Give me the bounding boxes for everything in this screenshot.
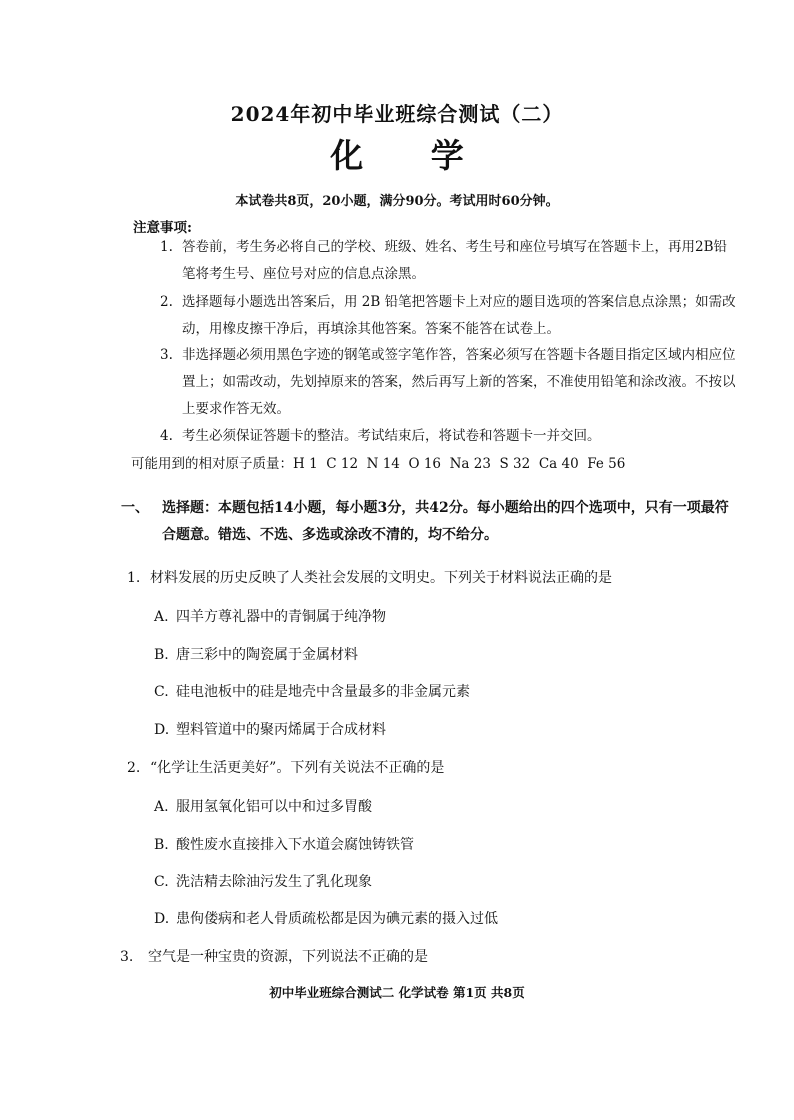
atomic-masses: 可能用到的相对原子质量：H 1 C 12 N 14 O 16 Na 23 S 32 Ca 40 Fe 56 [131, 456, 626, 472]
note-number: 3. [160, 347, 173, 363]
option-d [154, 719, 386, 739]
section-heading [121, 495, 741, 549]
option-letter: C. [154, 874, 169, 890]
question-stem: “化学让生活更美好”。下列有关说法不正确的是 [150, 760, 445, 776]
note-text: 非选择题必须用黑色字迹的钢笔或签字笔作答，答案必须写在答题卡各题目指定区域内相应位置上；如需改动，先划掉原来的答案，然后再写上新的答案，不准使用铅笔和涂改液。不按以上要求作答无效。 [182, 347, 736, 417]
page-footer: 初中毕业班综合测试二 化学试卷 第1页 共8页 [269, 985, 525, 1000]
question-number: 1. [127, 570, 141, 586]
option-text: 洗洁精去除油污发生了乳化现象 [176, 874, 372, 890]
subject-title: 化 学 [330, 136, 492, 175]
note-number: 4. [160, 428, 173, 444]
option-text: 服用氢氧化铝可以中和过多胃酸 [176, 799, 372, 815]
note-item [160, 342, 740, 423]
option-c [154, 681, 470, 701]
question-2 [127, 757, 444, 777]
option-c [154, 871, 372, 891]
exam-title: 2024年初中毕业班综合测试（二） [230, 102, 564, 126]
option-b [154, 644, 358, 664]
option-letter: C. [154, 684, 169, 700]
question-stem: 材料发展的历史反映了人类社会发展的文明史。下列关于材料说法正确的是 [150, 570, 612, 586]
option-text: 酸性废水直接排入下水道会腐蚀铸铁管 [176, 837, 414, 853]
option-letter: D. [154, 722, 170, 738]
note-item [160, 423, 740, 450]
option-b [154, 834, 414, 854]
option-text: 四羊方尊礼器中的青铜属于纯净物 [176, 609, 386, 625]
note-text: 选择题每小题选出答案后，用 2B 铅笔把答题卡上对应的题目选项的答案信息点涂黑；如需改动，用橡皮擦干净后，再填涂其他答案。答案不能答在试卷上。 [182, 294, 736, 337]
option-a [154, 606, 386, 626]
option-text: 硅电池板中的硅是地壳中含量最多的非金属元素 [176, 684, 470, 700]
question-number: 3. [120, 949, 134, 965]
option-letter: A. [154, 799, 169, 815]
question-3 [120, 946, 428, 966]
note-item [160, 234, 740, 288]
note-text: 考生必须保证答题卡的整洁。考试结束后，将试卷和答题卡一并交回。 [182, 428, 601, 444]
question-stem: 空气是一种宝贵的资源，下列说法不正确的是 [148, 949, 428, 965]
option-letter: B. [154, 647, 169, 663]
note-item [160, 289, 740, 343]
option-text: 唐三彩中的陶瓷属于金属材料 [176, 647, 358, 663]
question-1 [127, 567, 612, 587]
note-number: 1. [160, 239, 173, 255]
exam-info: 本试卷共8页，20小题，满分90分。考试用时60分钟。 [235, 194, 559, 209]
option-letter: B. [154, 837, 169, 853]
option-letter: D. [154, 911, 170, 927]
option-text: 患佝偻病和老人骨质疏松都是因为碘元素的摄入过低 [176, 911, 498, 927]
section-text: 选择题：本题包括14小题，每小题3分，共42分。每小题给出的四个选项中，只有一项最符合题意。错选、不选、多选或涂改不清的，均不给分。 [162, 500, 729, 543]
note-number: 2. [160, 294, 173, 310]
option-text: 塑料管道中的聚丙烯属于合成材料 [176, 722, 386, 738]
section-number: 一、 [121, 500, 149, 516]
note-text: 答卷前，考生务必将自己的学校、班级、姓名、考生号和座位号填写在答题卡上，再用2B铅笔将考生号、座位号对应的信息点涂黑。 [182, 239, 728, 282]
option-a [154, 796, 372, 816]
notes-title: 注意事项: [133, 220, 192, 236]
question-number: 2. [127, 760, 141, 776]
option-d [154, 908, 498, 928]
option-letter: A. [154, 609, 169, 625]
